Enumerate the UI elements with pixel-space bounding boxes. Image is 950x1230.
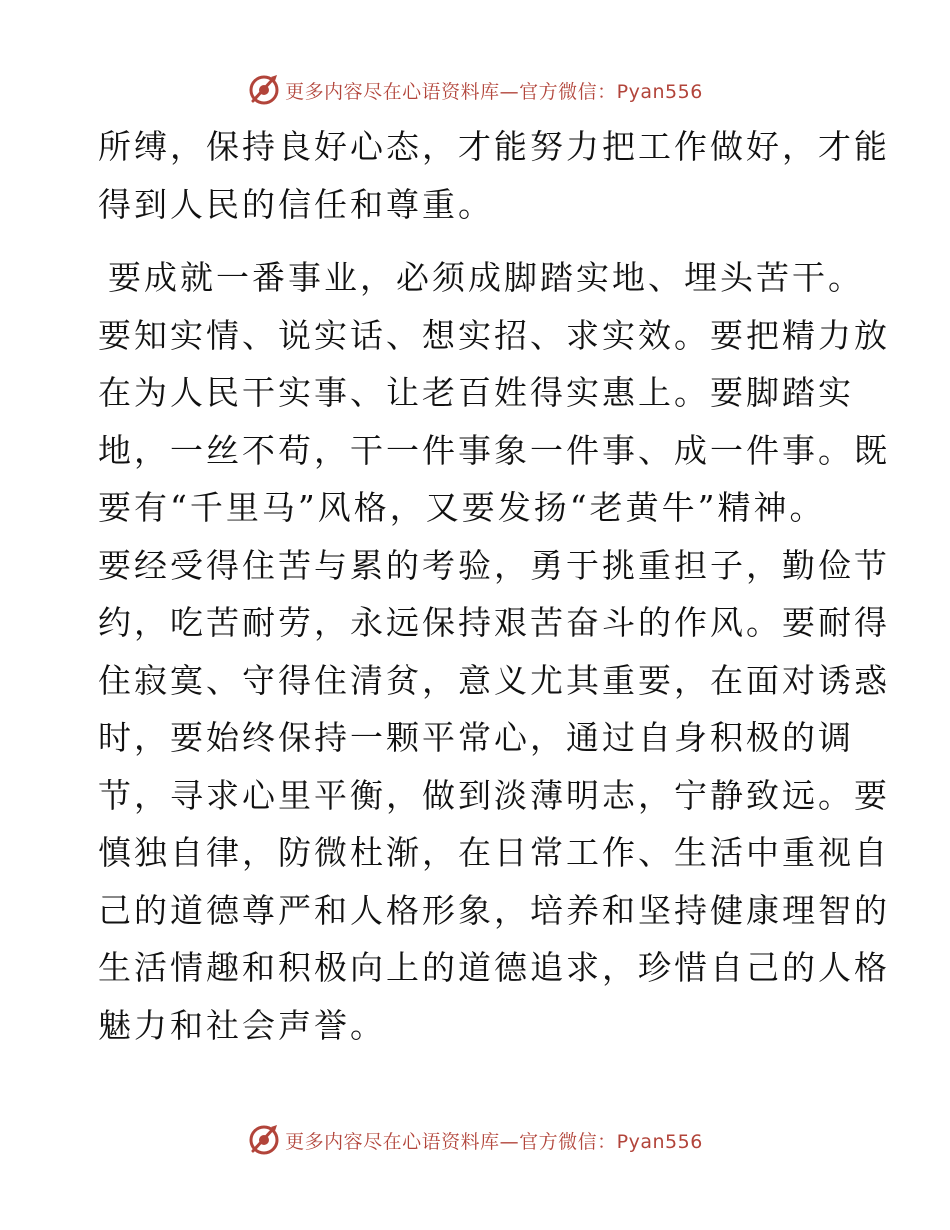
text-line: 节，寻求心里平衡，做到淡薄明志，宁静致远。要	[98, 775, 890, 815]
header-banner-right: 官方微信：Pyan556	[519, 80, 703, 103]
text-line: 要经受得住苦与累的考验，勇于挑重担子，勤俭节	[98, 545, 890, 585]
footer-banner-text	[285, 1127, 703, 1154]
footer-banner-right: 官方微信：Pyan556	[519, 1130, 703, 1153]
paragraph-1	[98, 118, 890, 233]
text-line: 约，吃苦耐劳，永远保持艰苦奋斗的作风。要耐得	[98, 603, 890, 642]
header-banner-separator: —	[499, 80, 520, 103]
text-line: 地，一丝不苟，干一件事象一件事、成一件事。既	[98, 430, 890, 470]
text-line: 所缚，保持良好心态，才能努力把工作做好，才能	[98, 127, 890, 166]
text-line: 住寂寞、守得住清贫，意义尤其重要，在面对诱惑	[98, 660, 890, 700]
text-line: 要成就一番事业，必须成脚踏实地、埋头苦干。	[108, 258, 864, 297]
paragraph-2	[98, 249, 890, 1054]
brand-logo-icon	[247, 73, 281, 107]
text-line: 时，要始终保持一颗平常心，通过自身积极的调	[98, 718, 854, 757]
text-line: 要知实情、说实话、想实招、求实效。要把精力放	[98, 315, 890, 355]
footer-banner	[0, 1120, 950, 1160]
text-line: 己的道德尊严和人格形象，培养和坚持健康理智的	[98, 890, 890, 930]
footer-banner-separator: —	[499, 1130, 520, 1153]
document-body	[98, 118, 890, 1054]
text-line: 慎独自律，防微杜渐，在日常工作、生活中重视自	[98, 833, 890, 872]
footer-banner-left: 更多内容尽在心语资料库	[285, 1130, 500, 1153]
header-banner	[0, 70, 950, 110]
text-line: 在为人民干实事、让老百姓得实惠上。要脚踏实	[98, 373, 854, 412]
text-line: 生活情趣和积极向上的道德追求，珍惜自己的人格	[98, 948, 890, 987]
header-banner-left: 更多内容尽在心语资料库	[285, 80, 500, 103]
brand-logo-icon	[247, 1123, 281, 1157]
header-banner-text	[285, 77, 703, 104]
text-line: 魅力和社会声誉。	[98, 1005, 386, 1045]
text-line: 得到人民的信任和尊重。	[98, 184, 494, 224]
text-line: 要有“千里马”风格，又要发扬“老黄牛”精神。	[98, 488, 826, 527]
